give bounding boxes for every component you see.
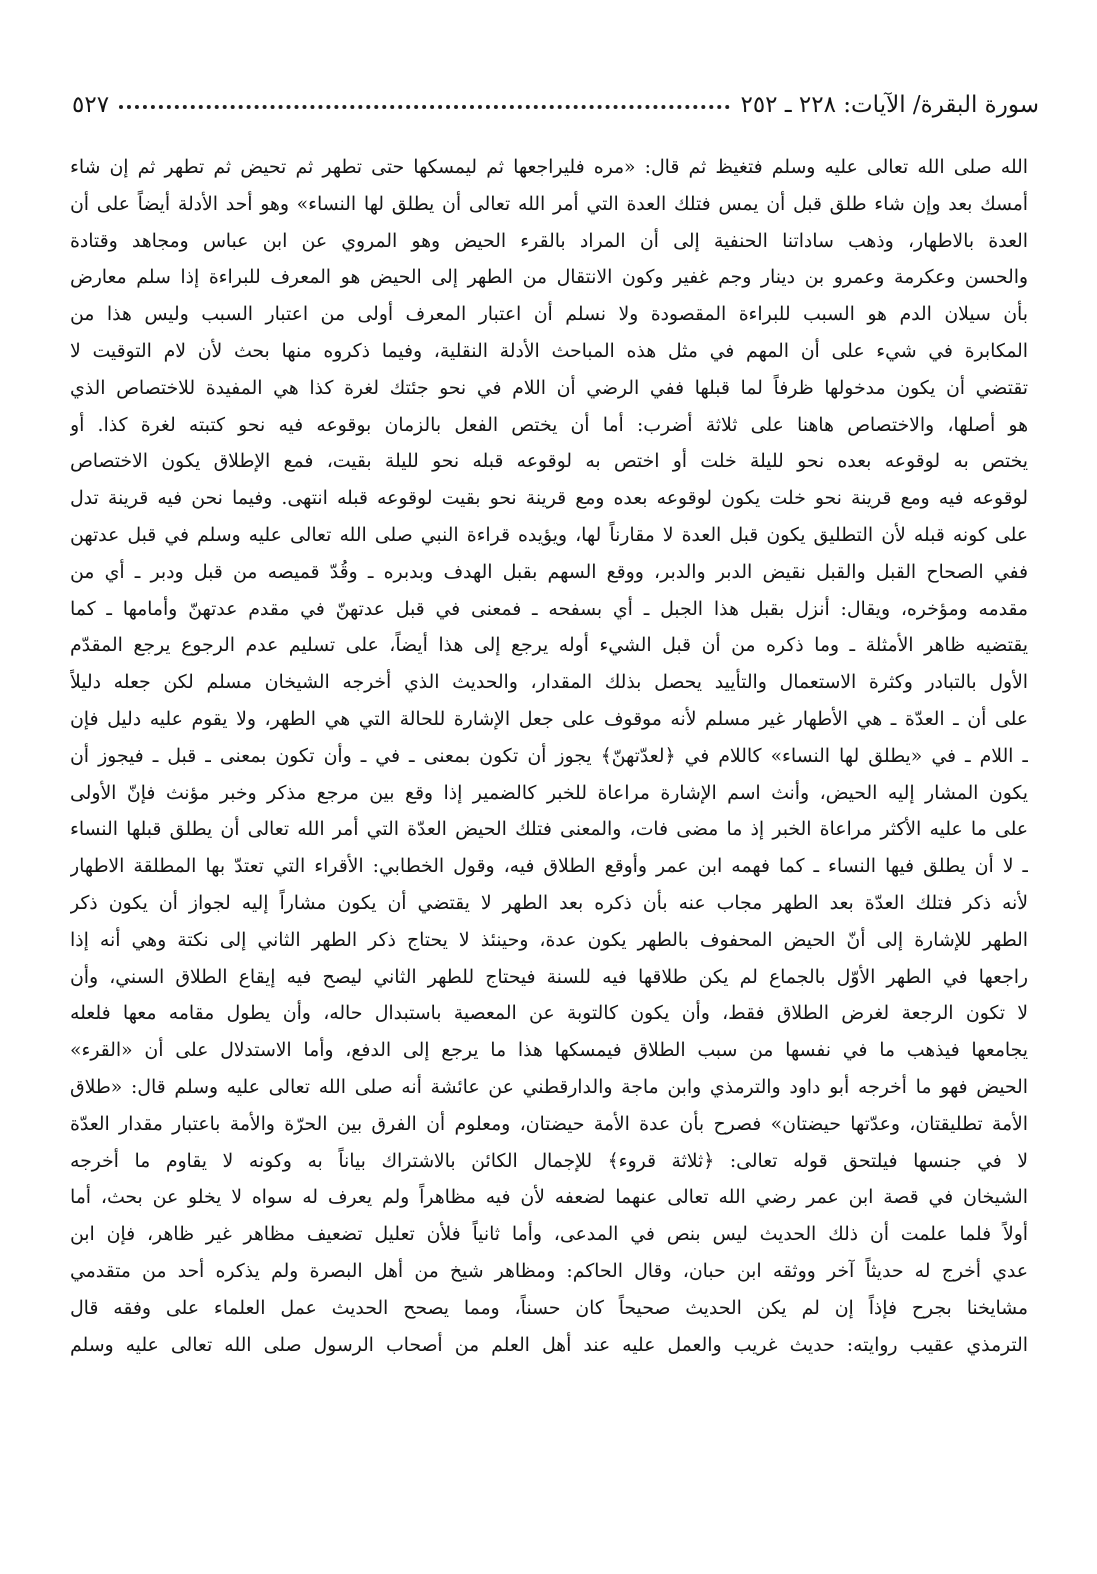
text-line: الأمة تطليقتان، وعدّتها حيضتان» فصرح بأن عدة الأمة حيضتان، ومعلوم أن الفرق بين الحرّة والأمة باعتبار مقدار العدّة: [70, 1113, 1028, 1135]
running-header: [72, 78, 1039, 118]
text-line: على أن ـ العدّة ـ هي الأطهار غير مسلم لأنه موقوف على جعل الإشارة للحالة التي هي الطهر، ولا يقوم عليه دليل فإن: [70, 708, 1028, 730]
text-line: لأنه ذكر فتلك العدّة بعد الطهر مجاب عنه بأن ذكره بعد الطهر لا يقتضي أن يكون مشاراً إليه لجواز أن يكون ذكر: [70, 892, 1028, 914]
text-line: ـ لا أن يطلق فيها النساء ـ كما فهمه ابن عمر وأوقع الطلاق فيه، وقول الخطابي: الأقراء التي تعتدّ بها المطلقة الاطهار: [70, 856, 1028, 878]
text-line: الشيخان في قصة ابن عمر رضي الله تعالى عنهما لضعفه لأن فيه مظاهراً ولم يعرف له سواه لا يخلو عن بحث، أما: [70, 1187, 1028, 1209]
text-line: يقتضيه ظاهر الأمثلة ـ وما ذكره من أن قبل الشيء أوله يرجع إلى هذا أيضاً، على تسليم عدم الرجوع يرجع المقدّم: [70, 635, 1028, 657]
text-line: الحيض فهو ما أخرجه أبو داود والترمذي وابن ماجة والدارقطني عن عائشة أنه صلى الله تعالى عليه وسلم قال: «طلاق: [70, 1076, 1028, 1098]
text-line: لوقوعه فيه ومع قرينة نحو خلت يكون لوقوعه بعده ومع قرينة نحو بقيت لوقوعه قبله انتهى. وفيما نحن فيه قرينة تدل: [70, 488, 1028, 510]
text-line: لا تكون الرجعة لغرض الطلاق فقط، وأن يكون كالتوبة عن المعصية باستبدال حاله، وأن يطول مقامه معها فلعله: [70, 1003, 1028, 1025]
text-line: على كونه قبله لأن التطليق يكون قبل العدة لا مقارناً لها، ويؤيده قراءة النبي صلى الله تعالى عليه وسلم في قبل عدتهن: [70, 524, 1028, 546]
text-line: ـ اللام ـ في «يطلق لها النساء» كاللام في ﴿لعدّتهنّ﴾ يجوز أن تكون بمعنى ـ في ـ وأن تكون بمعنى ـ قبل ـ فيجوز أن: [70, 745, 1028, 767]
text-line: هو أصلها، والاختصاص هاهنا على ثلاثة أضرب: أما أن يختص الفعل بالزمان بوقوعه فيه نحو كتبته لغرة كذا. أو: [70, 414, 1028, 436]
text-line: أمسك بعد وإن شاء طلق قبل أن يمس فتلك العدة التي أمر الله تعالى أن يطلق لها النساء» وهو أحد الأدلة أيضاً على أن: [70, 193, 1028, 215]
text-line: يجامعها فيذهب ما في نفسها من سبب الطلاق فيمسكها هذا ما يرجع إلى الدفع، وأما الاستدلال على أن «القرء»: [70, 1040, 1028, 1062]
text-line: والحسن وعكرمة وعمرو بن دينار وجم غفير وكون الانتقال من الطهر إلى الحيض هو المعرف للبراءة إذا سلم معارض: [70, 267, 1028, 289]
text-line: تقتضي أن يكون مدخولها ظرفاً لما قبلها ففي الرضي أن اللام في نحو جئتك لغرة كذا هي المفيدة للاختصاص الذي: [70, 377, 1028, 399]
text-line: الترمذي عقيب روايته: حديث غريب والعمل عليه عند أهل العلم من أصحاب الرسول صلى الله تعالى عليه وسلم: [70, 1334, 1028, 1356]
text-line: بأن سيلان الدم هو السبب للبراءة المقصودة ولا نسلم أن اعتبار المعرف أولى من اعتبار السبب وليس هذا من: [70, 304, 1028, 326]
chapter-title: سورة البقرة/ الآيات: ٢٢٨ ـ ٢٥٢: [740, 92, 1039, 118]
text-line: المكابرة في شيء على أن المهم في مثل هذه المباحث الأدلة النقلية، وفيما ذكروه منها بحث لأن لام التوقيت لا: [70, 340, 1028, 362]
text-line: يكون المشار إليه الحيض، وأنث اسم الإشارة مراعاة للخبر كالضمير إذا وقع بين مرجع مذكر وخبر مؤنث فإنّ الأولى: [70, 782, 1028, 804]
text-line: مقدمه ومؤخره، ويقال: أنزل بقبل هذا الجبل ـ أي بسفحه ـ فمعنى في قبل عدتهنّ في مقدم عدتهنّ وأمامها ـ كما: [70, 598, 1028, 620]
text-line: أولاً فلما علمت أن ذلك الحديث ليس بنص في المدعى، وأما ثانياً فلأن تعليل تضعيف مظاهر غير ظاهر، فإن ابن: [70, 1224, 1028, 1246]
text-line: الأول بالتبادر وكثرة الاستعمال والتأييد يحصل بذلك المقدار، والحديث الذي أخرجه الشيخان مسلم لكن جعله دليلاً: [70, 672, 1028, 694]
text-line: لا في جنسها فيلتحق قوله تعالى: ﴿ثلاثة قروء﴾ للإجمال الكائن بالاشتراك بياناً به وكونه لا يقاوم ما أخرجه: [70, 1150, 1028, 1172]
text-line: الله صلى الله تعالى عليه وسلم فتغيظ ثم قال: «مره فليراجعها ثم ليمسكها حتى تطهر ثم تحيض ثم تطهر ثم إن شاء: [70, 157, 1028, 178]
text-line: عدي أخرج له حديثاً آخر ووثقه ابن حبان، وقال الحاكم: ومظاهر شيخ من أهل البصرة ولم يذكره أحد من متقدمي: [70, 1260, 1028, 1282]
text-line: ففي الصحاح القبل والقبل نقيض الدبر والدبر، ووقع السهم بقبل الهدف وبدبره ـ وقُدّ قميصه من قبل ودبر ـ أي من: [70, 561, 1028, 583]
page-number: ٥٢٧: [72, 92, 110, 118]
text-line: يختص به لوقوعه بعده نحو لليلة خلت أو اختص به لوقوعه قبله نحو لليلة بقيت، فمع الإطلاق يكون الاختصاص: [70, 451, 1028, 473]
leader-dots: [119, 105, 730, 109]
text-line: الطهر للإشارة إلى أنّ الحيض المحفوف بالطهر يكون عدة، وحينئذ لا يحتاج ذكر الطهر الثاني إلى نكتة وهي أنه إذا: [70, 929, 1028, 951]
text-line: راجعها في الطهر الأوّل بالجماع لم يكن طلاقها فيه للسنة فيحتاج للطهر الثاني ليصح فيه إيقاع الطلاق السني، وأن: [70, 966, 1028, 988]
body-text: [70, 150, 1028, 1364]
text-line: العدة بالاطهار، وذهب ساداتنا الحنفية إلى أن المراد بالقرء الحيض وهو المروي عن ابن عباس ومجاهد وقتادة: [70, 230, 1028, 252]
text-line: مشايخنا بجرح فإذاً إن لم يكن الحديث صحيحاً كان حسناً، ومما يصحح الحديث عمل العلماء على وفقه قال: [70, 1297, 1028, 1319]
text-line: على ما عليه الأكثر مراعاة الخبر إذ ما مضى فات، والمعنى فتلك الحيض العدّة التي أمر الله تعالى أن يطلق قبلها النساء: [70, 819, 1028, 841]
